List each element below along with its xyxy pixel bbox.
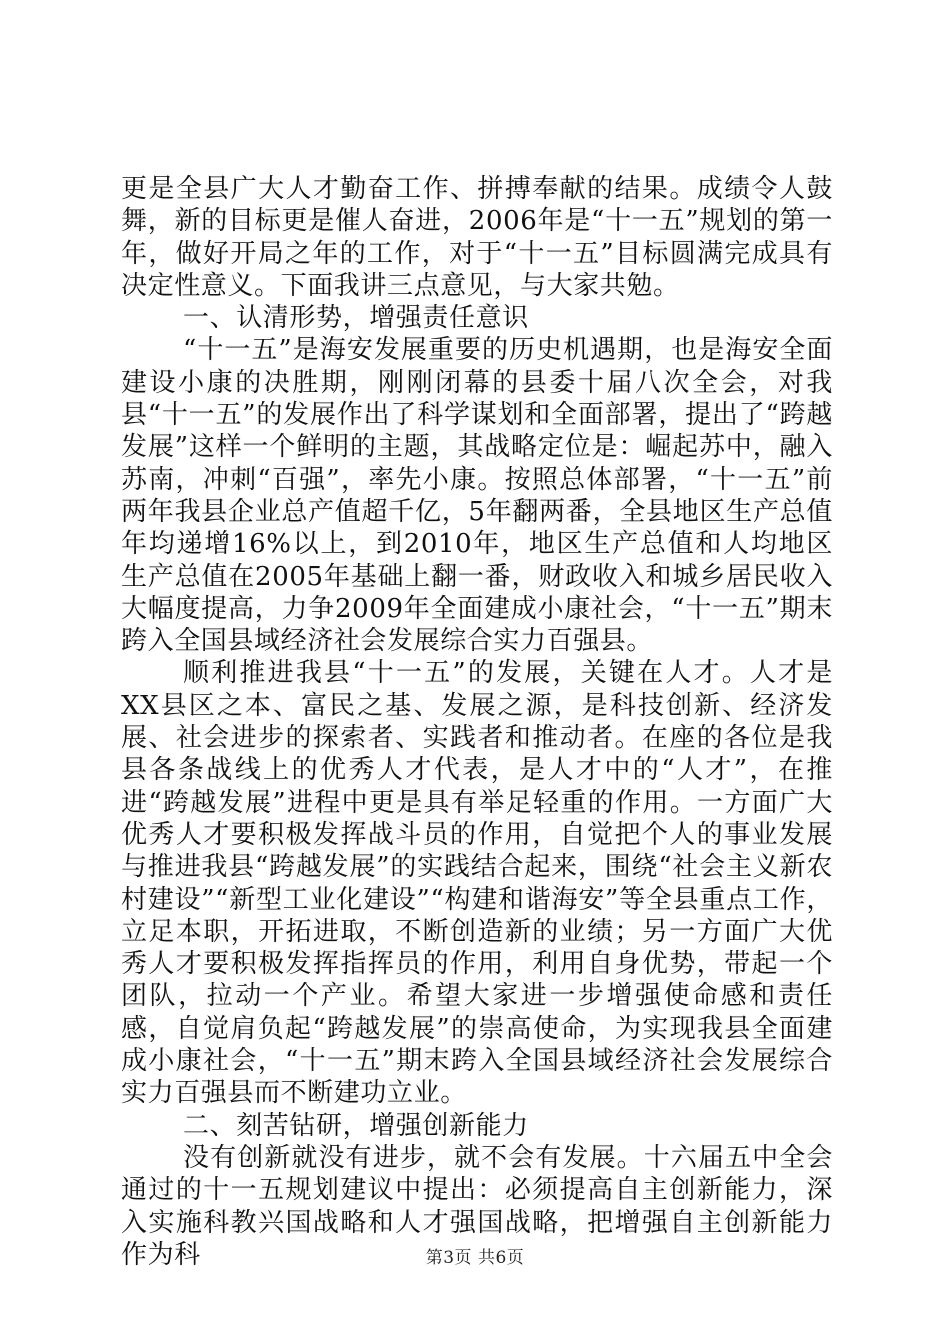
section-heading-1: 一、认清形势，增强责任意识 [183, 303, 529, 334]
section-heading-2: 二、刻苦钻研，增强创新能力 [183, 1110, 529, 1141]
paragraph-3: 顺利推进我县“十一五”的发展，关键在人才。人才是XX县区之本、富民之基、发展之源，是科技创新、经济发展、社会进步的探索者、实践者和推动者。在座的各位是我县各条战线上的优秀人才代表，是人才中的“人才”，在推进“跨越发展”进程中更是具有举足轻重的作用。一方面广大优秀人才要积极发挥战斗员的作用，自觉把个人的事业发展与推进我县“跨越发展”的实践结合起来，围绕“社会主义新农村建设”“新型工业化建设”“构建和谐海安”等全县重点工作，立足本职，开拓进取，不断创造新的业绩；另一方面广大优秀人才要积极发挥指挥员的作用，利用自身优势，带起一个团队，拉动一个产业。希望大家进一步增强使命感和责任感，自觉肩负起“跨越发展”的崇高使命，为实现我县全面建成小康社会，“十一五”期末跨入全国县域经济社会发展综合实力百强县而不断建功立业。 [121, 658, 833, 1109]
paragraph-4: 没有创新就没有进步，就不会有发展。十六届五中全会通过的十一五规划建议中提出：必须提高自主创新能力，深入实施科教兴国战略和人才强国战略，把增强自主创新能力作为科 [121, 1142, 833, 1270]
paragraph-1: 更是全县广大人才勤奋工作、拼搏奉献的结果。成绩令人鼓舞，新的目标更是催人奋进，2006年是“十一五”规划的第一年，做好开局之年的工作，对于“十一五”目标圆满完成具有决定性意义。下面我讲三点意见，与大家共勉。 [121, 174, 833, 301]
document-body [121, 173, 833, 1271]
paragraph-2: “十一五”是海安发展重要的历史机遇期，也是海安全面建设小康的决胜期，刚刚闭幕的县委十届八次全会，对我县“十一五”的发展作出了科学谋划和全面部署，提出了“跨越发展”这样一个鲜明的主题，其战略定位是：崛起苏中，融入苏南，冲刺“百强”，率先小康。按照总体部署，“十一五”前两年我县企业总产值超千亿，5年翻两番，全县地区生产总值年均递增16%以上，到2010年，地区生产总值和人均地区生产总值在2005年基础上翻一番，财政收入和城乡居民收入大幅度提高，力争2009年全面建成小康社会，“十一五”期末跨入全国县域经济社会发展综合实力百强县。 [121, 335, 833, 657]
page-footer: 第3页 共6页 [425, 1248, 525, 1268]
